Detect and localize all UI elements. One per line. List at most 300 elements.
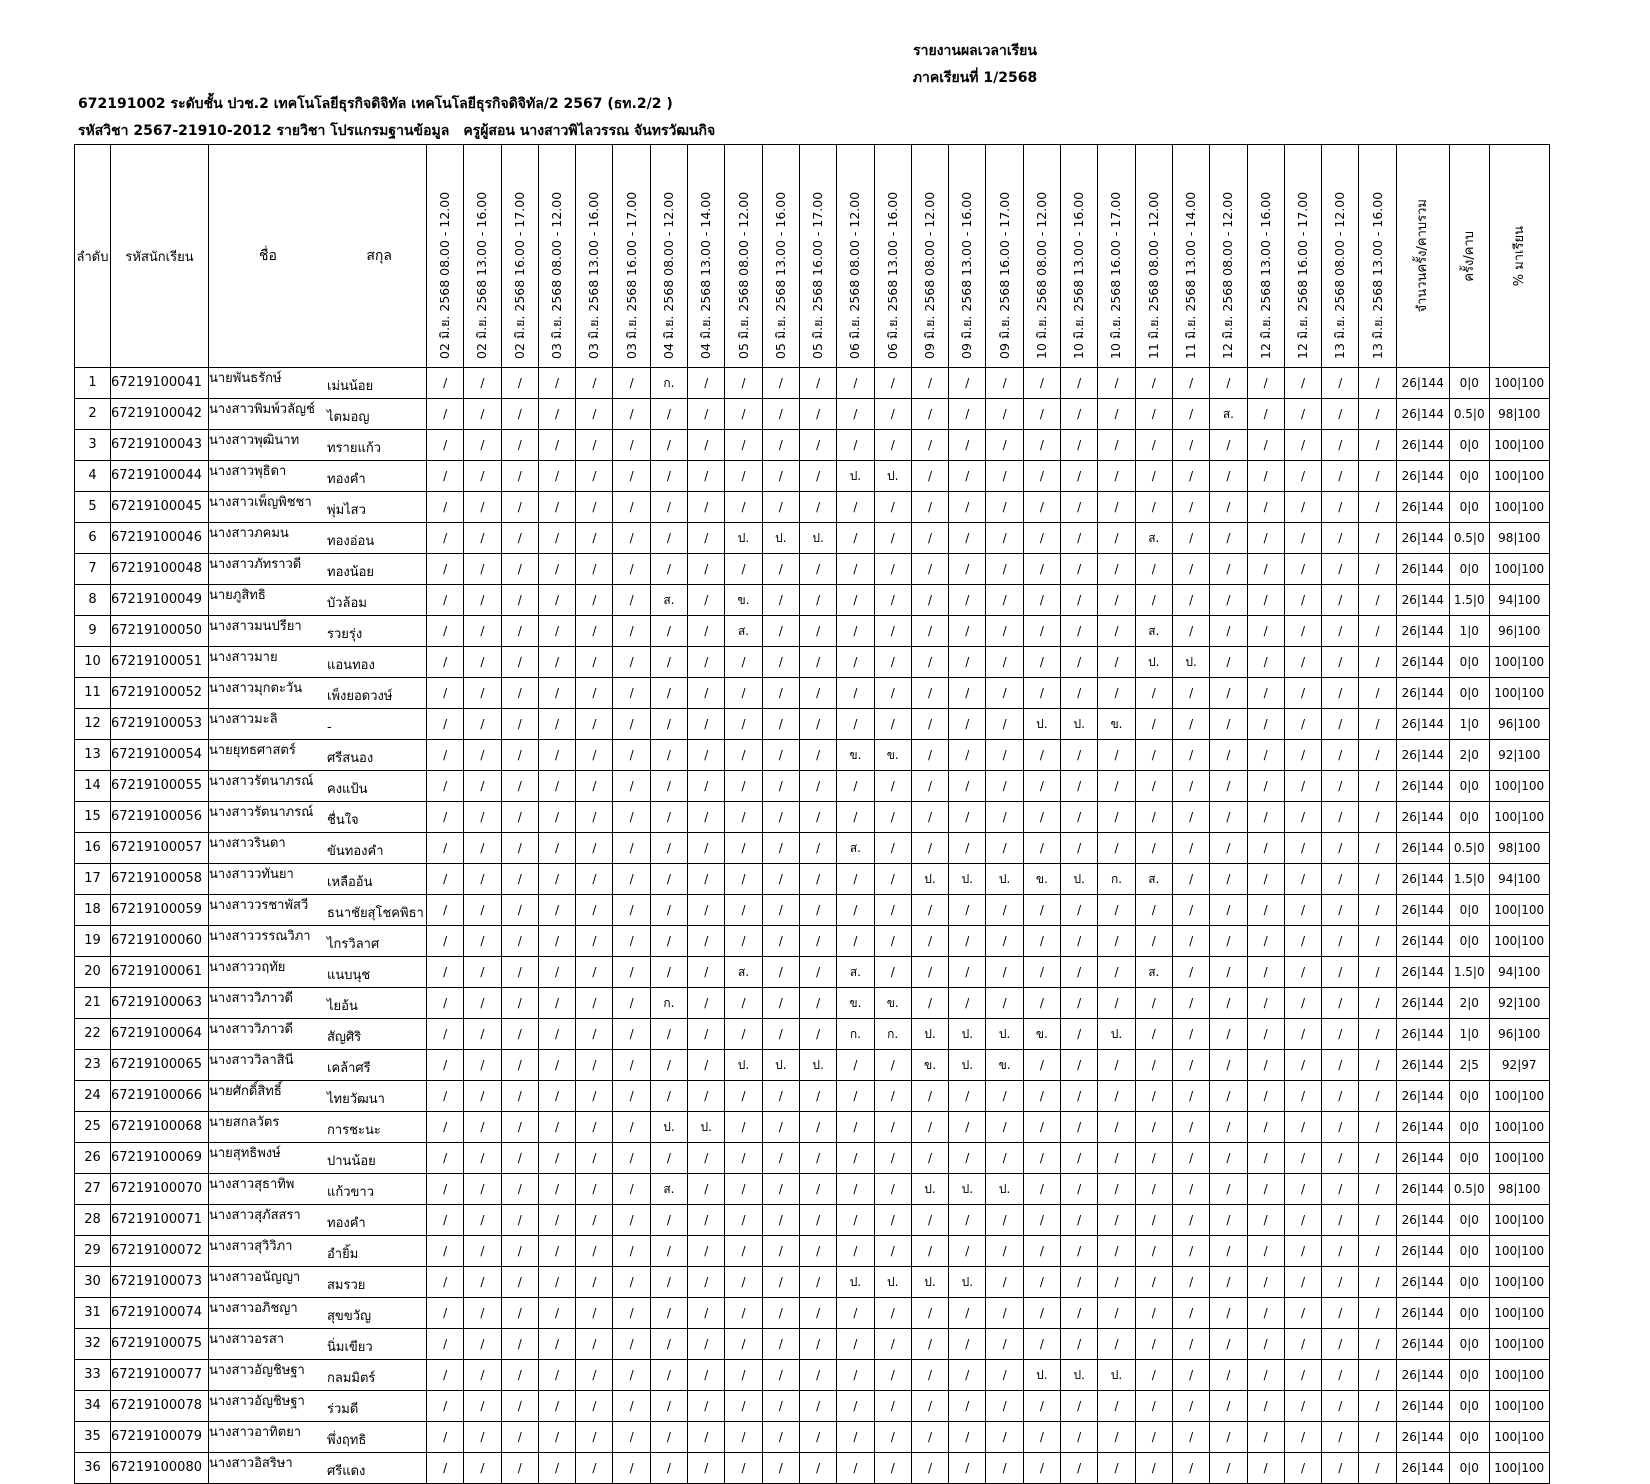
attendance-mark: / (1210, 1329, 1247, 1360)
attendance-mark: / (538, 1205, 575, 1236)
attendance-mark: / (1135, 1267, 1172, 1298)
attendance-mark: / (1359, 585, 1396, 616)
attendance-mark: / (762, 1112, 799, 1143)
attendance-mark: / (501, 647, 538, 678)
student-id: 67219100055 (111, 771, 209, 802)
attendance-mark: / (1359, 678, 1396, 709)
attendance-mark: / (613, 1112, 650, 1143)
attendance-mark: / (986, 430, 1023, 461)
attendance-mark: / (1210, 1236, 1247, 1267)
attendance-mark: / (464, 554, 501, 585)
total-sessions: 26|144 (1396, 1019, 1449, 1050)
attendance-mark: / (874, 616, 911, 647)
student-name (209, 647, 427, 678)
attendance-mark: / (613, 554, 650, 585)
attendance-mark: / (576, 771, 613, 802)
attendance-mark: / (501, 1205, 538, 1236)
attendance-mark: / (1172, 1081, 1209, 1112)
attendance-mark: / (1359, 430, 1396, 461)
attendance-mark: / (1135, 709, 1172, 740)
attendance-mark: / (1023, 1267, 1060, 1298)
row-number: 10 (75, 647, 111, 678)
attendance-mark: / (837, 368, 874, 399)
total-sessions: 26|144 (1396, 1453, 1449, 1484)
attendance-mark: / (576, 1205, 613, 1236)
total-sessions: 26|144 (1396, 771, 1449, 802)
attendance-mark: / (650, 957, 687, 988)
attendance-mark: / (1359, 461, 1396, 492)
attendance-mark: / (986, 895, 1023, 926)
attendance-mark: ป. (1135, 647, 1172, 678)
attendance-mark: / (1322, 771, 1359, 802)
attendance-mark: / (613, 647, 650, 678)
attendance-mark: / (986, 988, 1023, 1019)
attendance-mark: / (1284, 1205, 1321, 1236)
row-number: 13 (75, 740, 111, 771)
attendance-mark: / (837, 1081, 874, 1112)
student-name (209, 1050, 427, 1081)
attendance-mark: / (1210, 709, 1247, 740)
attendance-mark: ข. (725, 585, 762, 616)
attendance-mark: ป. (874, 461, 911, 492)
attendance-mark: / (1247, 771, 1284, 802)
attendance-percent: 100|100 (1489, 1236, 1549, 1267)
attendance-mark: / (427, 1453, 464, 1484)
attendance-mark: / (464, 1360, 501, 1391)
header-first-name: ชื่อ (259, 248, 277, 264)
attendance-mark: / (1210, 1050, 1247, 1081)
attendance-mark: / (799, 1236, 836, 1267)
attendance-mark: / (837, 802, 874, 833)
attendance-mark: / (911, 833, 948, 864)
attendance-mark: / (1135, 1205, 1172, 1236)
attendance-mark: / (1135, 1422, 1172, 1453)
attendance-mark: ป. (650, 1112, 687, 1143)
attendance-mark: / (762, 399, 799, 430)
table-row (75, 1391, 1550, 1422)
attendance-mark: / (501, 616, 538, 647)
total-sessions: 26|144 (1396, 1112, 1449, 1143)
attendance-mark: / (650, 1360, 687, 1391)
row-number: 36 (75, 1453, 111, 1484)
header-session-1: 02 มิ.ย. 2568 08.00 - 12.00 (427, 145, 464, 368)
attendance-mark: / (1098, 461, 1135, 492)
attendance-mark: / (1023, 1236, 1060, 1267)
total-sessions: 26|144 (1396, 926, 1449, 957)
attendance-mark: / (799, 771, 836, 802)
attendance-mark: / (1359, 1112, 1396, 1143)
class-group-line: 672191002 ระดับชั้น ปวช.2 เทคโนโลยีธุรกิจดิจิทัล เทคโนโลยีธุรกิจดิจิทัล/2 2567 (ธท.2/2 ) (78, 96, 673, 112)
attendance-mark: / (427, 802, 464, 833)
attendance-mark: ป. (1061, 864, 1098, 895)
attendance-mark: / (1172, 709, 1209, 740)
attendance-mark: / (501, 864, 538, 895)
student-name (209, 802, 427, 833)
attendance-mark: / (613, 1453, 650, 1484)
attendance-mark: / (576, 430, 613, 461)
attendance-mark: / (688, 1174, 725, 1205)
attendance-mark: / (576, 1236, 613, 1267)
attendance-mark: / (1247, 1205, 1284, 1236)
table-row (75, 895, 1550, 926)
attendance-mark: / (1098, 585, 1135, 616)
attendance-mark: / (911, 678, 948, 709)
attendance-mark: ป. (1172, 647, 1209, 678)
total-sessions: 26|144 (1396, 864, 1449, 895)
student-id: 67219100044 (111, 461, 209, 492)
row-number: 35 (75, 1422, 111, 1453)
attendance-mark: / (949, 709, 986, 740)
absent-periods: 1|0 (1449, 1019, 1489, 1050)
attendance-mark: / (576, 988, 613, 1019)
attendance-mark: / (799, 864, 836, 895)
attendance-mark: / (837, 1453, 874, 1484)
attendance-mark: / (799, 647, 836, 678)
absent-periods: 0|0 (1449, 926, 1489, 957)
attendance-mark: / (911, 1112, 948, 1143)
attendance-mark: / (576, 368, 613, 399)
attendance-mark: / (688, 430, 725, 461)
attendance-mark: / (986, 1298, 1023, 1329)
attendance-mark: / (688, 802, 725, 833)
attendance-mark: / (1210, 1391, 1247, 1422)
attendance-mark: / (464, 1081, 501, 1112)
attendance-mark: / (762, 1298, 799, 1329)
attendance-mark: / (986, 1267, 1023, 1298)
attendance-mark: / (1322, 709, 1359, 740)
attendance-mark: / (576, 895, 613, 926)
table-row (75, 1081, 1550, 1112)
attendance-mark: / (725, 678, 762, 709)
table-row (75, 523, 1550, 554)
student-name (209, 430, 427, 461)
attendance-mark: / (538, 957, 575, 988)
attendance-mark: / (911, 492, 948, 523)
attendance-mark: / (501, 523, 538, 554)
absent-periods: 0|0 (1449, 1360, 1489, 1391)
attendance-mark: / (762, 1236, 799, 1267)
attendance-mark: / (1359, 926, 1396, 957)
student-first-name: นางสาวอัญชิษฐา (209, 1394, 305, 1409)
attendance-mark: / (1359, 771, 1396, 802)
student-last-name: อำยิ้ม (327, 1247, 359, 1262)
attendance-mark: / (501, 492, 538, 523)
student-id: 67219100079 (111, 1422, 209, 1453)
table-row (75, 771, 1550, 802)
attendance-mark: / (1172, 1267, 1209, 1298)
attendance-mark: / (501, 585, 538, 616)
attendance-mark: / (1284, 1453, 1321, 1484)
attendance-mark: ป. (949, 1267, 986, 1298)
attendance-mark: / (1359, 1329, 1396, 1360)
attendance-mark: / (538, 678, 575, 709)
attendance-mark: / (986, 1360, 1023, 1391)
student-last-name: ชื่นใจ (327, 813, 359, 828)
attendance-mark: / (949, 1205, 986, 1236)
attendance-mark: / (1172, 1112, 1209, 1143)
student-name (209, 523, 427, 554)
attendance-mark: / (949, 895, 986, 926)
attendance-mark: / (427, 399, 464, 430)
attendance-mark: / (949, 1453, 986, 1484)
student-id: 67219100074 (111, 1298, 209, 1329)
student-name (209, 709, 427, 740)
attendance-mark: / (986, 461, 1023, 492)
attendance-mark: / (538, 1391, 575, 1422)
attendance-mark: / (1284, 1019, 1321, 1050)
attendance-mark: / (874, 802, 911, 833)
attendance-mark: / (650, 802, 687, 833)
attendance-mark: / (762, 1267, 799, 1298)
attendance-mark: / (837, 926, 874, 957)
attendance-mark: / (538, 647, 575, 678)
attendance-mark: / (986, 399, 1023, 430)
student-id: 67219100052 (111, 678, 209, 709)
attendance-mark: / (464, 833, 501, 864)
attendance-mark: / (911, 895, 948, 926)
table-row (75, 1050, 1550, 1081)
attendance-mark: / (688, 864, 725, 895)
attendance-mark: / (1322, 523, 1359, 554)
absent-periods: 0|0 (1449, 647, 1489, 678)
student-name (209, 1019, 427, 1050)
attendance-mark: / (725, 771, 762, 802)
attendance-mark: / (1061, 647, 1098, 678)
header-student-id: รหัสนักเรียน (111, 145, 209, 368)
absent-periods: 0|0 (1449, 1267, 1489, 1298)
header-session-21: 11 มิ.ย. 2568 13.00 - 14.00 (1172, 145, 1209, 368)
attendance-mark: / (762, 709, 799, 740)
attendance-mark: / (1061, 1298, 1098, 1329)
header-session-15: 09 มิ.ย. 2568 13.00 - 16.00 (949, 145, 986, 368)
attendance-mark: / (501, 926, 538, 957)
attendance-mark: / (837, 1360, 874, 1391)
row-number: 33 (75, 1360, 111, 1391)
row-number: 30 (75, 1267, 111, 1298)
attendance-mark: / (1172, 864, 1209, 895)
attendance-mark: / (1061, 1205, 1098, 1236)
attendance-mark: / (1172, 616, 1209, 647)
attendance-mark: / (799, 678, 836, 709)
student-id: 67219100075 (111, 1329, 209, 1360)
attendance-mark: / (613, 926, 650, 957)
attendance-mark: ส. (650, 1174, 687, 1205)
student-first-name: นายสกลวัตร (209, 1115, 280, 1130)
student-id: 67219100073 (111, 1267, 209, 1298)
attendance-mark: / (650, 492, 687, 523)
attendance-mark: / (837, 1422, 874, 1453)
absent-periods: 0.5|0 (1449, 833, 1489, 864)
attendance-mark: / (1322, 1019, 1359, 1050)
attendance-mark: / (1135, 1360, 1172, 1391)
student-id: 67219100053 (111, 709, 209, 740)
attendance-mark: / (1135, 1453, 1172, 1484)
attendance-mark: ก. (874, 1019, 911, 1050)
attendance-mark: / (1023, 647, 1060, 678)
attendance-mark: / (762, 1205, 799, 1236)
attendance-mark: / (427, 430, 464, 461)
attendance-mark: / (427, 368, 464, 399)
attendance-mark: / (650, 1019, 687, 1050)
student-id: 67219100041 (111, 368, 209, 399)
attendance-mark: / (427, 1050, 464, 1081)
attendance-mark: / (538, 1298, 575, 1329)
student-id: 67219100063 (111, 988, 209, 1019)
attendance-mark: / (427, 585, 464, 616)
attendance-mark: / (949, 1143, 986, 1174)
attendance-mark: / (799, 616, 836, 647)
attendance-mark: / (501, 461, 538, 492)
attendance-mark: / (986, 771, 1023, 802)
attendance-mark: / (613, 492, 650, 523)
attendance-mark: / (650, 1329, 687, 1360)
attendance-mark: / (427, 1329, 464, 1360)
attendance-mark: / (464, 1267, 501, 1298)
attendance-mark: / (1023, 1453, 1060, 1484)
student-first-name: นางสาวสุภัสสรา (209, 1208, 301, 1223)
attendance-mark: / (986, 740, 1023, 771)
attendance-mark: / (576, 523, 613, 554)
attendance-mark: / (650, 1081, 687, 1112)
attendance-mark: / (501, 368, 538, 399)
attendance-mark: / (1322, 833, 1359, 864)
attendance-mark: / (1284, 1360, 1321, 1391)
attendance-mark: / (1359, 957, 1396, 988)
student-id: 67219100072 (111, 1236, 209, 1267)
absent-periods: 1|0 (1449, 616, 1489, 647)
attendance-mark: / (1284, 461, 1321, 492)
attendance-mark: / (1322, 1081, 1359, 1112)
attendance-mark: / (688, 1453, 725, 1484)
attendance-mark: / (1172, 523, 1209, 554)
student-id: 67219100078 (111, 1391, 209, 1422)
attendance-mark: / (1172, 1453, 1209, 1484)
attendance-mark: / (911, 1360, 948, 1391)
attendance-mark: / (501, 709, 538, 740)
attendance-mark: / (1359, 740, 1396, 771)
attendance-mark: / (464, 585, 501, 616)
total-sessions: 26|144 (1396, 802, 1449, 833)
header-name (209, 145, 427, 368)
attendance-mark: / (1359, 523, 1396, 554)
attendance-mark: / (650, 1236, 687, 1267)
attendance-mark: / (1322, 616, 1359, 647)
header-session-5: 03 มิ.ย. 2568 13.00 - 16.00 (576, 145, 613, 368)
attendance-mark: / (613, 895, 650, 926)
student-id: 67219100051 (111, 647, 209, 678)
attendance-mark: / (501, 1174, 538, 1205)
attendance-mark: / (538, 1360, 575, 1391)
attendance-mark: / (688, 1298, 725, 1329)
attendance-mark: ป. (1061, 709, 1098, 740)
attendance-mark: / (613, 1019, 650, 1050)
attendance-mark: / (538, 461, 575, 492)
attendance-mark: / (576, 802, 613, 833)
attendance-percent: 100|100 (1489, 492, 1549, 523)
attendance-mark: / (874, 678, 911, 709)
attendance-mark: / (576, 1112, 613, 1143)
attendance-mark: / (650, 709, 687, 740)
attendance-mark: ป. (837, 1267, 874, 1298)
attendance-mark: / (1247, 585, 1284, 616)
student-name (209, 554, 427, 585)
attendance-mark: / (1284, 1050, 1321, 1081)
student-first-name: นางสาววรรณวิภา (209, 929, 311, 944)
attendance-mark: / (538, 1329, 575, 1360)
attendance-mark: / (799, 740, 836, 771)
absent-periods: 0|0 (1449, 461, 1489, 492)
student-last-name: สุขขวัญ (327, 1309, 372, 1324)
attendance-mark: / (1061, 1019, 1098, 1050)
attendance-mark: / (762, 864, 799, 895)
attendance-mark: / (1247, 1391, 1284, 1422)
attendance-mark: / (688, 771, 725, 802)
student-id: 67219100066 (111, 1081, 209, 1112)
attendance-mark: / (576, 1267, 613, 1298)
attendance-mark: / (725, 430, 762, 461)
attendance-mark: / (986, 957, 1023, 988)
attendance-mark: / (427, 461, 464, 492)
attendance-mark: / (1023, 554, 1060, 585)
attendance-mark: / (1023, 1298, 1060, 1329)
attendance-mark: / (1284, 616, 1321, 647)
attendance-mark: / (688, 523, 725, 554)
attendance-mark: / (576, 616, 613, 647)
attendance-mark: / (1284, 740, 1321, 771)
attendance-mark: / (762, 740, 799, 771)
student-last-name: เพ็งยอดวงษ์ (327, 689, 393, 704)
row-number: 21 (75, 988, 111, 1019)
total-sessions: 26|144 (1396, 1422, 1449, 1453)
attendance-mark: / (1098, 616, 1135, 647)
attendance-mark: / (538, 1267, 575, 1298)
attendance-mark: / (1284, 368, 1321, 399)
attendance-mark: / (538, 492, 575, 523)
attendance-mark: / (501, 1050, 538, 1081)
header-per-period: ครั้ง/คาบ (1449, 145, 1489, 368)
attendance-mark: / (613, 1298, 650, 1329)
attendance-mark: / (1284, 492, 1321, 523)
attendance-mark: / (1098, 1205, 1135, 1236)
attendance-mark: / (688, 1081, 725, 1112)
attendance-mark: / (576, 1019, 613, 1050)
attendance-mark: / (688, 709, 725, 740)
attendance-mark: / (799, 1205, 836, 1236)
attendance-mark: / (1061, 833, 1098, 864)
row-number: 23 (75, 1050, 111, 1081)
attendance-mark: / (1023, 399, 1060, 430)
attendance-percent: 100|100 (1489, 1453, 1549, 1484)
attendance-mark: / (911, 1298, 948, 1329)
student-name (209, 1174, 427, 1205)
attendance-mark: / (986, 1391, 1023, 1422)
attendance-mark: / (464, 1112, 501, 1143)
student-last-name: รวยรุ่ง (327, 627, 363, 642)
student-first-name: นางสาวมาย (209, 650, 278, 665)
attendance-mark: / (1284, 647, 1321, 678)
attendance-mark: / (1322, 988, 1359, 1019)
attendance-percent: 100|100 (1489, 895, 1549, 926)
attendance-mark: / (837, 771, 874, 802)
header-no: ลำดับ (75, 145, 111, 368)
attendance-mark: / (1023, 1391, 1060, 1422)
attendance-mark: ข. (1023, 864, 1060, 895)
attendance-mark: / (799, 461, 836, 492)
table-row (75, 1205, 1550, 1236)
attendance-mark: / (464, 1050, 501, 1081)
attendance-mark: / (874, 399, 911, 430)
attendance-mark: / (1135, 1143, 1172, 1174)
